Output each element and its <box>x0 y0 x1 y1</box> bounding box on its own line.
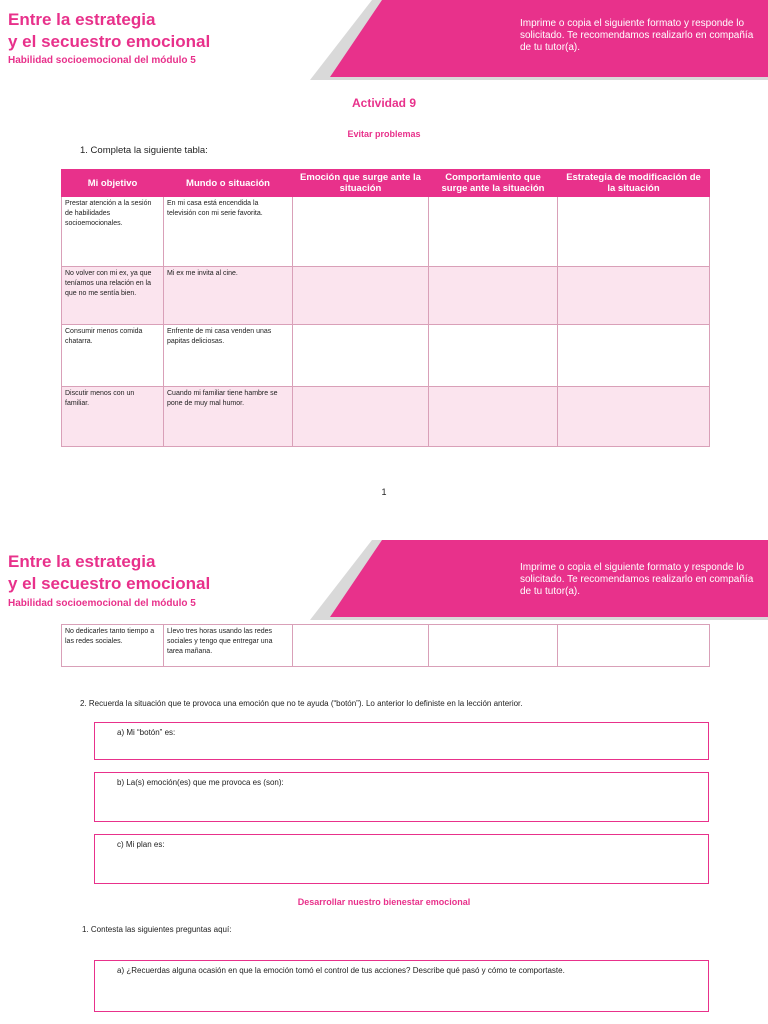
header-banner <box>310 0 768 80</box>
table-cell: Llevo tres horas usando las redes sociales y tengo que entregar una tarea mañana. <box>164 625 293 667</box>
table-header-cell: Mundo o situación <box>164 170 293 197</box>
table-cell-empty[interactable] <box>293 625 429 667</box>
table-row <box>62 197 710 267</box>
table-cell-empty[interactable] <box>429 267 558 325</box>
table-header-cell: Estrategia de modificación de la situación <box>558 170 710 197</box>
header-title-line1: Entre la estrategia <box>8 552 156 571</box>
table-cell-empty[interactable] <box>558 325 710 387</box>
instruction-table: 1. Completa la siguiente tabla: <box>80 145 208 156</box>
table-cell: Enfrente de mi casa venden unas papitas deliciosas. <box>164 325 293 387</box>
table-cell-empty[interactable] <box>293 197 429 267</box>
table-row <box>62 387 710 447</box>
answer-box-ocasion[interactable] <box>94 960 709 1012</box>
table-row <box>62 325 710 387</box>
table-cell: Mi ex me invita al cine. <box>164 267 293 325</box>
instruction-q2: 2. Recuerda la situación que te provoca una emoción que no te ayuda (“botón”). Lo anterior lo definiste en la lección anterior. <box>80 699 523 708</box>
document-page-1 <box>0 0 768 510</box>
table-cell: Consumir menos comida chatarra. <box>62 325 164 387</box>
table-cell-empty[interactable] <box>558 387 710 447</box>
table-cell-empty[interactable] <box>429 197 558 267</box>
table-cell-empty[interactable] <box>293 325 429 387</box>
table-header-cell: Mi objetivo <box>62 170 164 197</box>
table-row <box>62 267 710 325</box>
answer-label: a) Mi “botón” es: <box>117 728 176 737</box>
answer-label: b) La(s) emoción(es) que me provoca es (son): <box>117 778 284 787</box>
table-cell-empty[interactable] <box>429 325 558 387</box>
answer-box-plan[interactable] <box>94 834 709 884</box>
activity-table-continued <box>61 624 710 667</box>
activity-title: Actividad 9 <box>351 96 417 110</box>
answer-box-boton[interactable] <box>94 722 709 760</box>
table-cell: No dedicarles tanto tiempo a las redes sociales. <box>62 625 164 667</box>
table-cell-empty[interactable] <box>558 625 710 667</box>
header-title-line2: y el secuestro emocional <box>8 32 211 51</box>
table-cell: Cuando mi familiar tiene hambre se pone de muy mal humor. <box>164 387 293 447</box>
section-title-evitar: Evitar problemas <box>347 129 421 139</box>
header-title-line1: Entre la estrategia <box>8 10 156 29</box>
answer-label: c) Mi plan es: <box>117 840 165 849</box>
table-cell-empty[interactable] <box>558 197 710 267</box>
table-cell: Discutir menos con un familiar. <box>62 387 164 447</box>
section-title-bienestar: Desarrollar nuestro bienestar emocional <box>297 897 471 907</box>
table-cell: En mi casa está encendida la televisión con mi serie favorita. <box>164 197 293 267</box>
table-header-row <box>62 170 710 197</box>
page-number: 1 <box>381 487 387 497</box>
answer-label: a) ¿Recuerdas alguna ocasión en que la emoción tomó el control de tus acciones? Describe qué pasó y cómo te comportaste. <box>117 966 565 975</box>
table-cell-empty[interactable] <box>293 267 429 325</box>
banner-text: Imprime o copia el siguiente formato y responde lo solicitado. Te recomendamos realizarlo en compañía de tu tutor(a). <box>520 562 754 597</box>
banner-text: Imprime o copia el siguiente formato y responde lo solicitado. Te recomendamos realizarlo en compañía de tu tutor(a). <box>520 18 754 53</box>
header-subtitle: Habilidad socioemocional del módulo 5 <box>8 598 196 609</box>
table-row <box>62 625 710 667</box>
header-banner <box>310 540 768 620</box>
table-cell-empty[interactable] <box>429 625 558 667</box>
header-subtitle: Habilidad socioemocional del módulo 5 <box>8 55 196 66</box>
table-cell: Prestar atención a la sesión de habilidades socioemocionales. <box>62 197 164 267</box>
activity-table <box>61 169 710 447</box>
header-title-line2: y el secuestro emocional <box>8 574 211 593</box>
table-header-cell: Emoción que surge ante la situación <box>293 170 429 197</box>
table-cell-empty[interactable] <box>429 387 558 447</box>
page-gap <box>0 510 768 540</box>
answer-box-emociones[interactable] <box>94 772 709 822</box>
table-cell-empty[interactable] <box>558 267 710 325</box>
document-page-2 <box>0 540 768 1024</box>
table-header-cell: Comportamiento que surge ante la situación <box>429 170 558 197</box>
table-cell: No volver con mi ex, ya que teníamos una relación en la que no me sentía bien. <box>62 267 164 325</box>
instruction-q1: 1. Contesta las siguientes preguntas aquí: <box>82 925 232 934</box>
table-cell-empty[interactable] <box>293 387 429 447</box>
